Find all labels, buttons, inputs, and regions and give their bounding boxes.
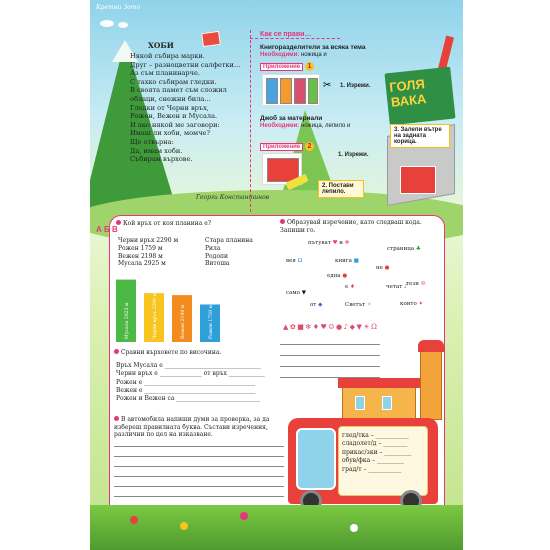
- grass-illustration: [90, 505, 463, 550]
- code-sequence: ▲✿■✻♦♥☺●♪◆▼☀Ω: [283, 323, 379, 331]
- bar-label: Мусала 2925 м: [125, 302, 130, 339]
- appendix-number: 2: [305, 142, 314, 151]
- code-word: страница ♣: [387, 246, 421, 252]
- tower-illustration: [420, 350, 442, 420]
- howto-title: Как се прави…: [260, 31, 312, 38]
- poem-line: С тахко събирам гледки.: [130, 77, 217, 86]
- answer-line[interactable]: [114, 486, 284, 487]
- code-word: е ♦: [345, 284, 355, 290]
- series-logo: Кретни Зото: [96, 4, 141, 11]
- code-word: Светът ☀: [345, 302, 372, 308]
- bar-label: Рожен 1759 м: [209, 304, 214, 339]
- question-compare: Сравни върховете по височина.: [114, 349, 221, 357]
- code-word: само ▼: [286, 290, 306, 296]
- poem-line: Рожен, Вежен и Мусала.: [130, 112, 218, 121]
- poem-line: облаци, снежни била…: [130, 94, 211, 103]
- bookmark-illustration: [438, 36, 454, 71]
- appendix-tag: Приложение: [260, 143, 303, 151]
- cloud-icon: [118, 22, 128, 28]
- peak-row: Черни връх 2290 м: [118, 237, 179, 244]
- divider: [250, 30, 251, 212]
- question-peaks: Кой връх от коя планина е?: [116, 220, 211, 228]
- answer-line[interactable]: [114, 496, 284, 497]
- appendix-number: 1: [305, 62, 314, 71]
- workbook-page: [90, 0, 463, 550]
- step2-label-cut: 1. Изрежи.: [338, 152, 369, 158]
- code-word: пътуват ♥ и ✻: [308, 240, 350, 246]
- mountain-name: Рила: [205, 244, 221, 252]
- peak-row: Рожен 1759 м: [118, 244, 163, 252]
- compare-row: Рожен е _____________________________________: [116, 378, 256, 386]
- check-word-row: град/т – ___________: [342, 465, 402, 473]
- peak-row: Мусала 2925 м: [118, 260, 166, 268]
- poem-line: Някой събира марки.: [130, 52, 205, 60]
- poem-title: ХОБИ: [148, 41, 174, 50]
- answer-line[interactable]: [280, 355, 380, 356]
- bullet-icon: [114, 416, 119, 421]
- code-word: които ✦: [400, 301, 424, 307]
- code-word: вея Ω: [286, 258, 303, 264]
- window: [355, 396, 365, 410]
- book-cover-text: ГОЛЯ ВАКА: [388, 76, 428, 110]
- mountain-name: Витоша: [205, 260, 230, 268]
- poem-line: В своята памет съм сложил: [130, 86, 227, 95]
- check-word-row: сладолет/д – ________: [342, 440, 408, 448]
- compare-rows: [116, 362, 265, 403]
- cloud-icon: [100, 20, 114, 27]
- peak-row: Вежен 2198 м: [118, 252, 163, 260]
- check-words: [342, 432, 411, 474]
- abc-icon: А Б В: [96, 225, 118, 234]
- answer-line[interactable]: [280, 366, 380, 367]
- mountain-name: Родопи: [205, 252, 228, 260]
- code-word: книга ■: [335, 258, 359, 264]
- flower-icon: [180, 522, 188, 530]
- check-word-row: обув/фка – _________: [342, 457, 405, 465]
- car-window: [296, 428, 336, 490]
- check-word-row: прикас/зки – _________: [342, 448, 412, 456]
- step2-label-glue: 2. Постави лепило.: [318, 180, 364, 198]
- check-word-row: глед/тка – ___________: [342, 432, 409, 439]
- window: [382, 396, 392, 410]
- poem-line: Ще отвърна:: [130, 137, 174, 146]
- code-word: не ●: [376, 265, 390, 271]
- question-car: В автомобила напиши думи за проверка, за да избереш правилната буква. Състави изречения, различни по цел на изказване.: [114, 416, 270, 438]
- peaks-bar-chart: [114, 274, 234, 344]
- book-icon: [201, 31, 221, 47]
- compare-row: Рожен и Вежен са ____________________________: [116, 395, 261, 403]
- compare-row: Вежен е _____________________________________: [116, 386, 256, 394]
- flower-icon: [350, 524, 358, 532]
- poem-author: Георги Константинов: [196, 194, 270, 201]
- bullet-icon: [280, 219, 285, 224]
- bookmarks-picture: [262, 74, 320, 106]
- step3-label: 3. Залепи вътре на задната корица.: [390, 124, 450, 148]
- poem-line: И ако някой ме заговори:: [130, 120, 220, 129]
- question-code: Образувай изречение, като следваш кода. Запиши го.: [280, 219, 422, 234]
- poem-line: Гледки от Черни връх,: [130, 103, 209, 112]
- answer-line[interactable]: [280, 344, 380, 345]
- mountain-name: Стара планина: [205, 237, 253, 244]
- scissors-icon: ✂: [323, 80, 332, 91]
- peaks-list: [118, 237, 178, 268]
- code-word: една ●: [327, 273, 348, 279]
- code-word: тези ☺: [406, 281, 426, 287]
- answer-line[interactable]: [114, 446, 284, 447]
- bullet-icon: [116, 220, 121, 225]
- step1-title: Книгоразделители за всяка тема: [260, 44, 366, 51]
- mountains-list: [205, 237, 253, 268]
- tower-roof: [418, 340, 444, 352]
- poem-line: Имаш ли хоби, момче?: [130, 129, 210, 138]
- step1-need: Необходими: ножица и: [260, 52, 327, 58]
- appendix-tag: Приложение: [260, 63, 303, 71]
- answer-line[interactable]: [114, 476, 284, 477]
- compare-row: Връх Мусала е ________________________________: [116, 362, 261, 369]
- pocket-inside-picture: [400, 166, 436, 194]
- poem-line: Събирам върхове.: [130, 155, 193, 164]
- bar-label: Вежен 2198 м: [181, 304, 186, 339]
- house-roof: [338, 378, 420, 388]
- bar-label: Черни връх 2290 м: [153, 292, 158, 339]
- answer-line[interactable]: [114, 456, 284, 457]
- code-word: от ◆: [310, 302, 323, 308]
- compare-row: Черни връх е ______________ от връх ____________: [116, 370, 265, 378]
- step2-title: Джоб за материали: [260, 115, 323, 122]
- flower-icon: [130, 516, 138, 524]
- code-word: четат ♪: [386, 284, 408, 290]
- answer-line[interactable]: [114, 466, 284, 467]
- step1-label: 1. Изрежи.: [340, 83, 371, 89]
- divider: [250, 38, 340, 39]
- poem-line: Да, имам хоби.: [130, 146, 183, 155]
- bullet-icon: [114, 349, 119, 354]
- poem-text: [130, 52, 260, 164]
- poem-line: Аз съм планинарче.: [130, 69, 201, 78]
- step2-need: Необходими: ножица, лепило и: [260, 123, 351, 129]
- poem-line: Друг – разноцветни салфетки…: [130, 60, 241, 69]
- flower-icon: [240, 512, 248, 520]
